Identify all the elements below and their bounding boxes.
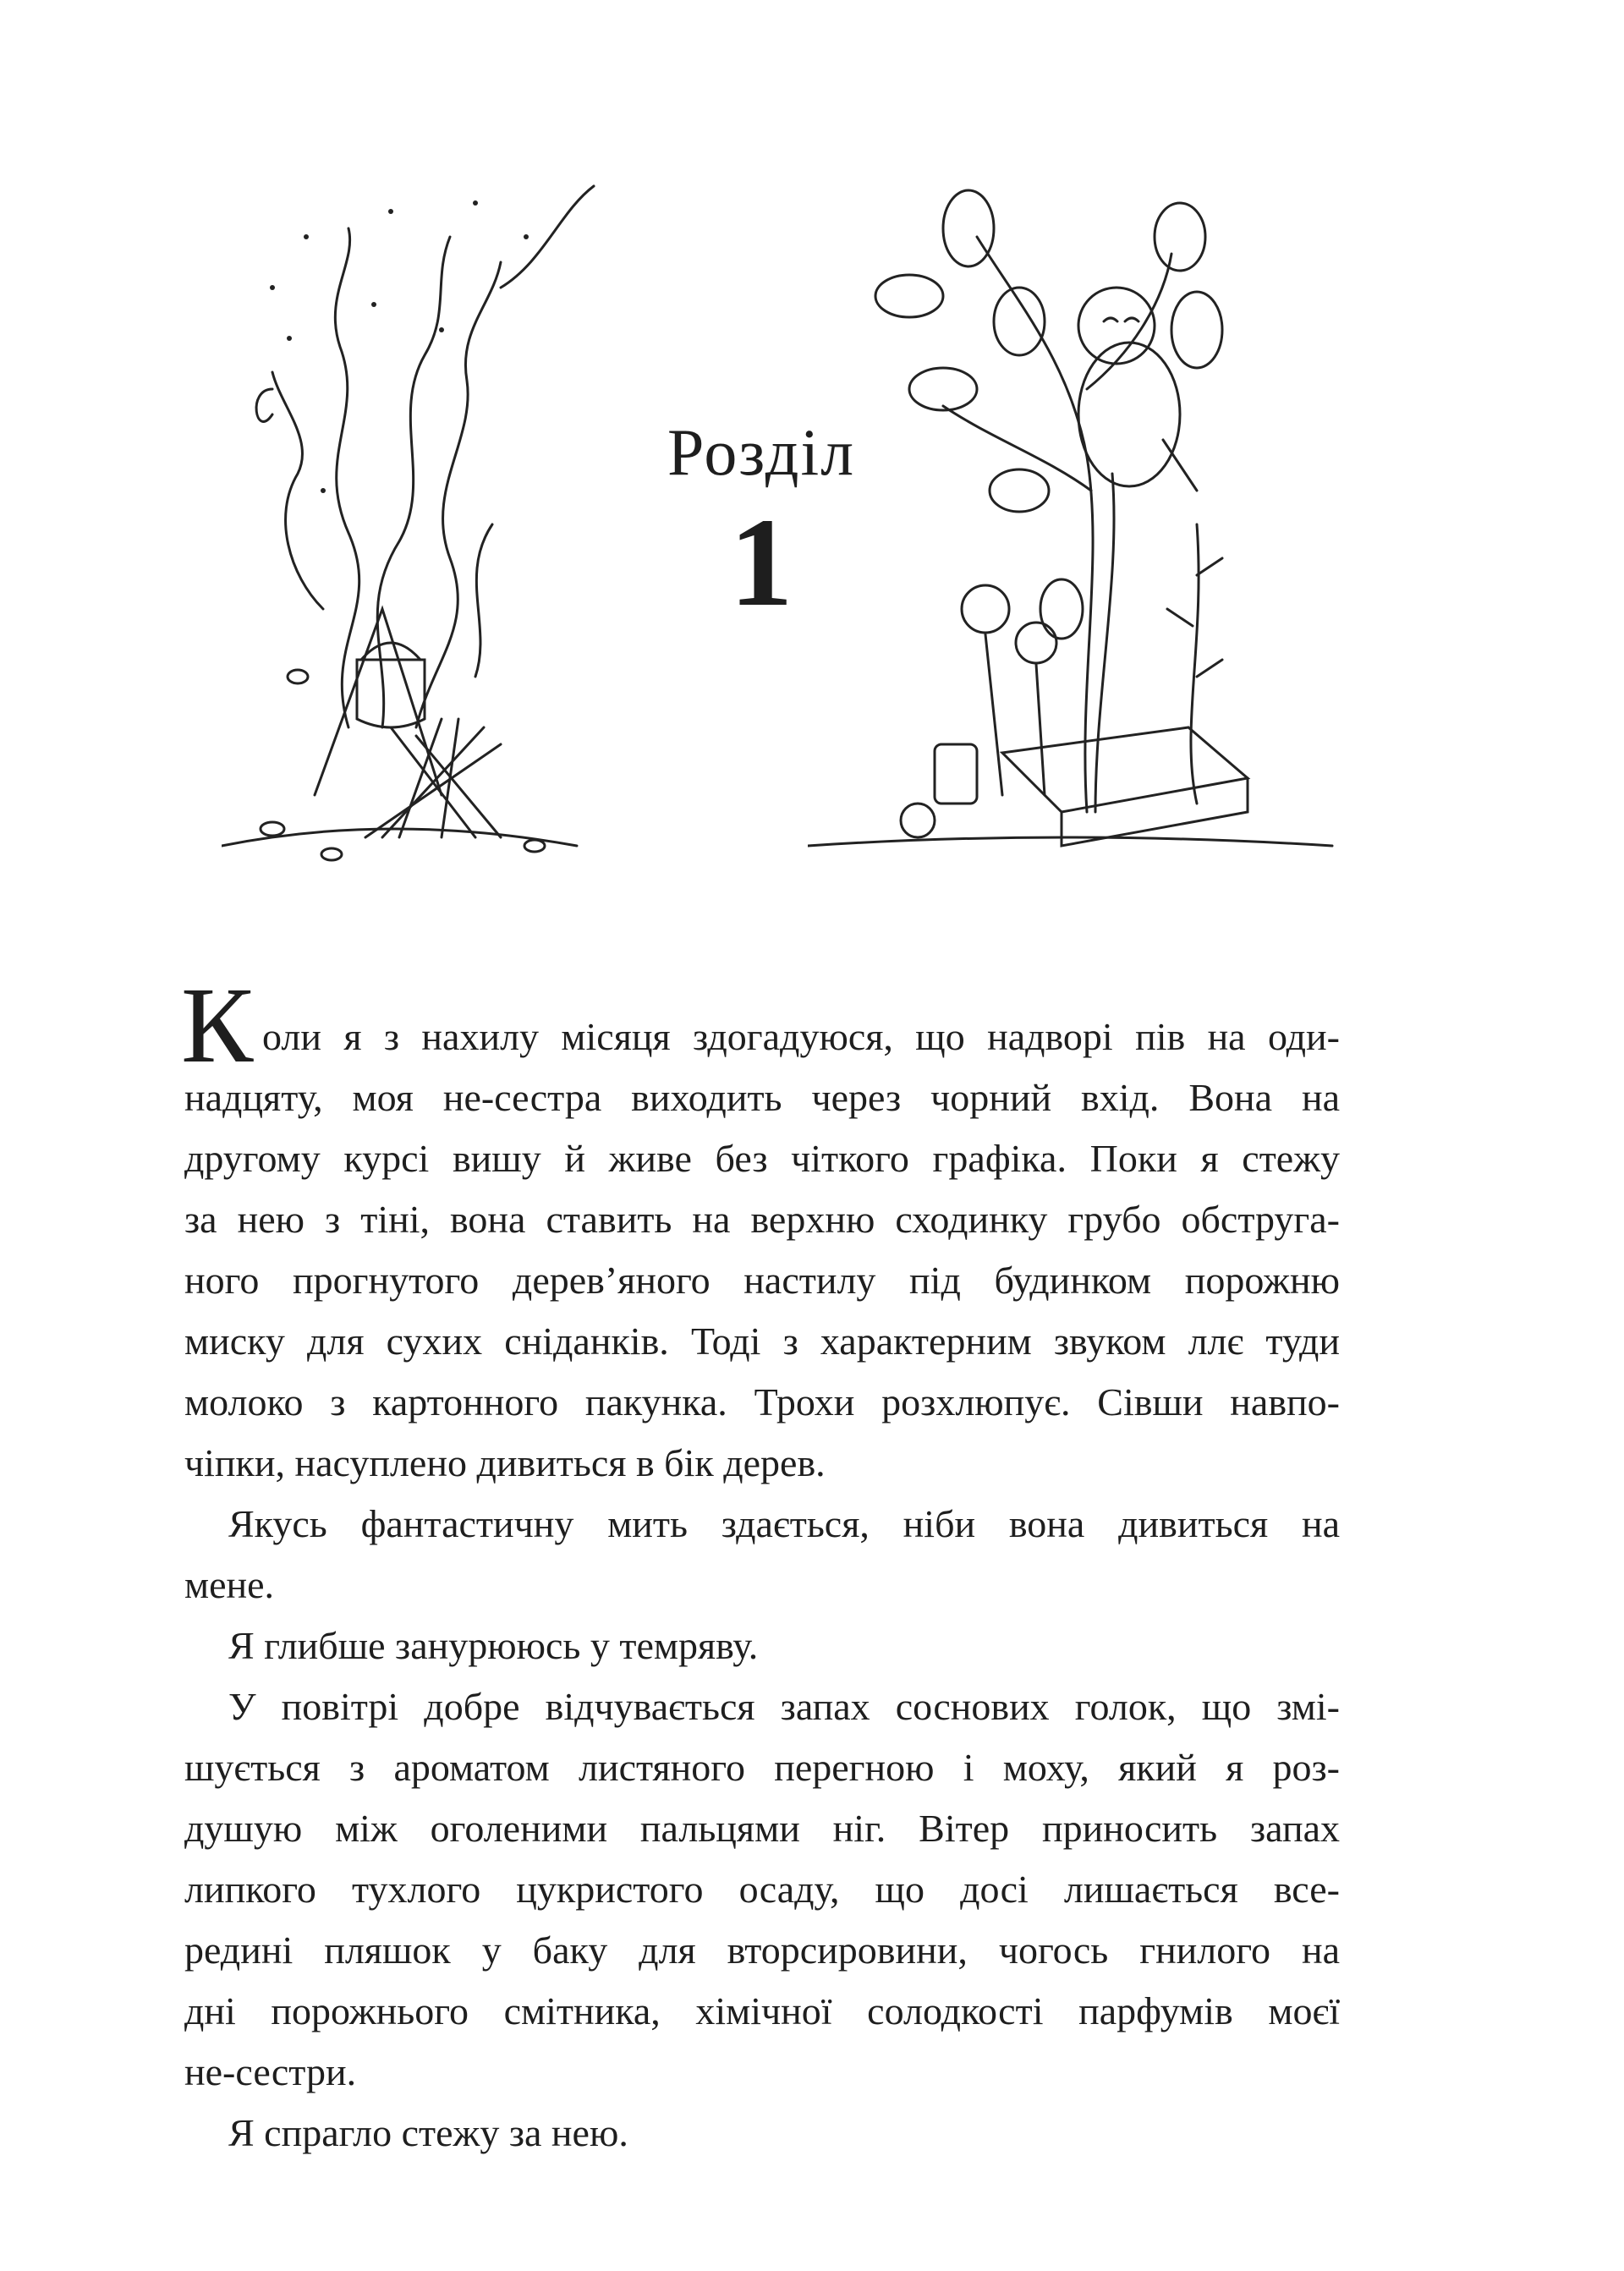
text-line: душую між оголеними пальцями ніг. Вітер приносить запах [184,1807,1340,1850]
text-line: липкого тухлого цукристого осаду, що досі лишається все- [184,1868,1340,1911]
chapter-label: Розділ [667,415,856,489]
text-line: шується з ароматом листяного перегною і моху, який я роз- [184,1746,1340,1789]
chapter-body-text [181,965,1340,2164]
tree [943,237,1171,812]
text-line: мене. [184,1563,275,1606]
text-line: ного прогнутого дерев’яного настилу під будинком порожню [184,1259,1340,1302]
text-line: Якусь фантастичну мить здається, ніби вона дивиться на [228,1502,1340,1545]
book-and-jar [808,727,1332,846]
text-line: оли я з нахилу місяця здогадуюся, що надворі пів на оди- [262,1015,1340,1058]
text-line: чіпки, насуплено дивиться в бік дерев. [184,1441,826,1484]
flames [256,186,594,727]
text-line: дні порожнього смітника, хімічної солодкості парфумів моєї [184,1989,1340,2032]
firewood [222,719,577,846]
text-line: миску для сухих сніданків. Тоді з характерним звуком ллє туди [184,1319,1340,1363]
chapter-number: 1 [729,492,793,633]
text-line: молоко з картонного пакунка. Трохи розхлюпує. Сівши навпо- [184,1380,1340,1423]
text-line: Я спрагло стежу за нею. [228,2111,628,2154]
text-line: за нею з тіні, вона ставить на верхню сходинку грубо обструга- [184,1198,1340,1241]
text-line: редині пляшок у баку для вторсировини, чогось гнилого на [184,1928,1340,1972]
text-line: надцяту, моя не-сестра виходить через чорний вхід. Вона на [184,1076,1340,1119]
text-line: не-сестри. [184,2050,357,2093]
drop-cap: К [181,965,254,1085]
text-line: другому курсі вишу й живе без чіткого графіка. Поки я стежу [184,1137,1340,1180]
text-line: Я глибше занурююсь у темряву. [228,1624,759,1667]
sparks [270,200,529,493]
campfire-illustration [222,135,602,863]
owl [1078,288,1197,491]
text-line: У повітрі добре відчувається запах соснових голок, що змі- [228,1685,1340,1728]
